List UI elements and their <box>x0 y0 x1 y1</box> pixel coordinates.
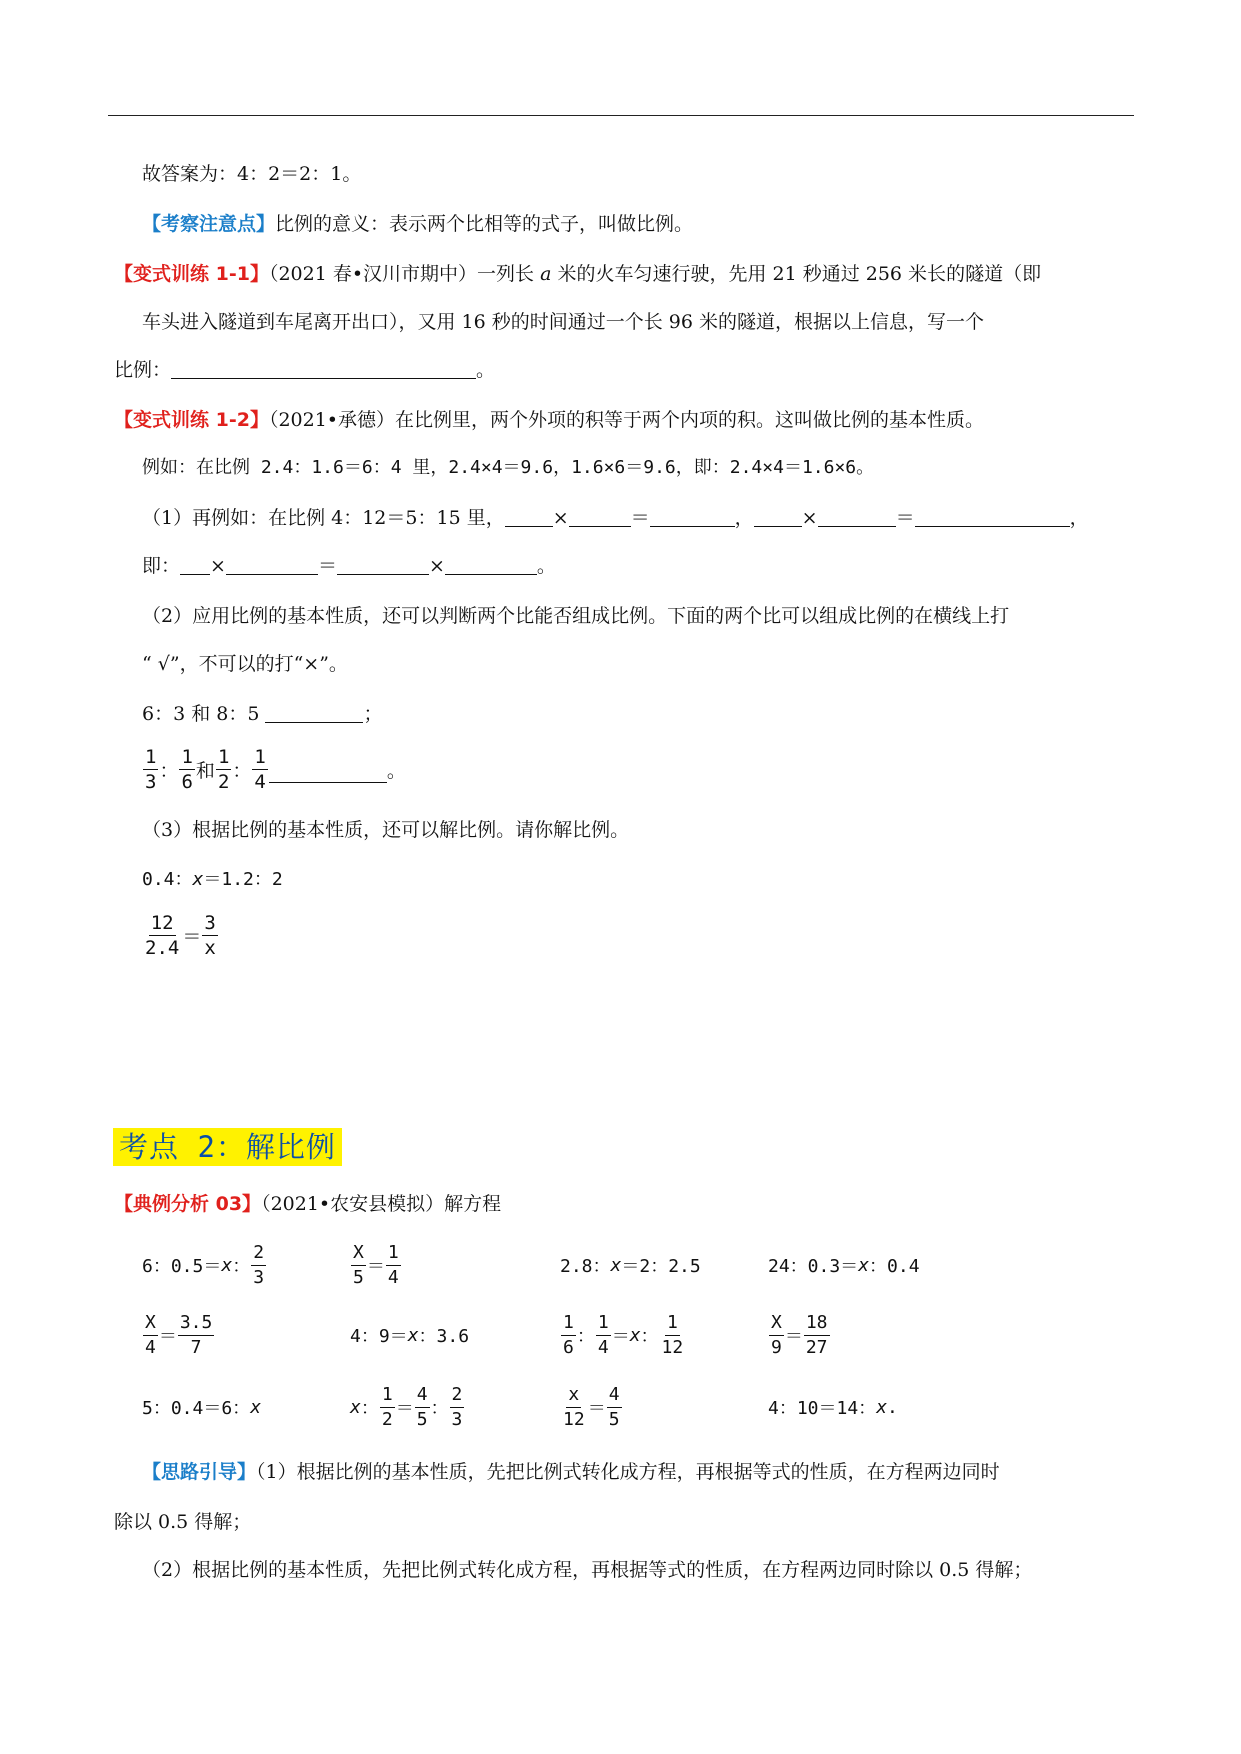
ex12-line2 <box>142 456 874 480</box>
answer-text: 故答案为：4：2＝2：1。 <box>142 163 362 185</box>
equals-sign: ＝ <box>395 1398 414 1419</box>
fraction <box>561 1383 587 1432</box>
ji-blank-1[interactable] <box>180 554 210 575</box>
numerator: 2 <box>251 1241 266 1266</box>
colon: ： <box>360 1398 379 1419</box>
denominator: 5 <box>353 1266 364 1288</box>
equals-sign: ＝ <box>182 925 202 948</box>
ex12-q2-item2 <box>142 740 406 798</box>
var-x: x <box>350 1396 361 1418</box>
eq-text: . <box>887 1396 898 1418</box>
denominator: 27 <box>805 1336 828 1358</box>
fraction <box>251 1241 266 1290</box>
denominator: 2 <box>217 770 230 793</box>
q2-item1-text: 6：3 和 8：5 <box>142 703 266 725</box>
ex12-q2-text: （2）应用比例的基本性质，还可以判断两个比能否组成比例。下面的两个比可以组成比例的在横线上打 <box>142 605 1010 627</box>
denominator: 6 <box>181 770 193 793</box>
numerator: 2 <box>450 1383 465 1408</box>
denominator: 3 <box>253 1266 265 1288</box>
period: 。 <box>386 759 406 782</box>
ex03-intro: （2021•农安县模拟）解方程 <box>261 1193 502 1215</box>
equals-sign: ＝ <box>158 1326 177 1347</box>
note-line <box>142 212 693 236</box>
denominator: 6 <box>563 1336 574 1358</box>
eq-r2c3 <box>560 1306 686 1364</box>
fraction <box>143 911 181 960</box>
fraction <box>386 1241 401 1290</box>
numerator: 3.5 <box>178 1311 215 1336</box>
semicolon: ； <box>363 703 383 725</box>
note-text: 比例的意义：表示两个比相等的式子，叫做比例。 <box>275 213 694 235</box>
guide-tag: 【思路引导】 <box>142 1461 257 1483</box>
ex11-line3 <box>114 358 495 382</box>
ex11-text-b: 米的火车匀速行驶，先用 21 秒通过 256 米长的隧道（即 <box>551 263 1042 285</box>
equals-sign: ＝ <box>587 1398 606 1419</box>
ex11-text-a: （2021 春•汉川市期中）一列长 <box>268 263 541 285</box>
answer-line <box>142 162 361 186</box>
eq-r3c4 <box>768 1378 898 1436</box>
numerator: 3 <box>204 911 216 934</box>
fraction <box>252 745 267 794</box>
ex12-q1-ji-line <box>142 554 556 578</box>
numerator: 1 <box>561 1311 576 1336</box>
eq-text: 6：0.5＝ <box>142 1256 222 1277</box>
ex03-line1 <box>114 1192 501 1216</box>
times-sign: × <box>552 507 569 529</box>
var-x: x <box>610 1254 622 1276</box>
eq-r1c4 <box>768 1236 920 1294</box>
q2-item1-blank[interactable] <box>265 702 363 723</box>
ex12-text-1: （2021•承德）在比例里，两个外项的积等于两个内项的积。这叫做比例的基本性质。 <box>268 409 985 431</box>
fraction <box>660 1311 686 1360</box>
header-rule <box>108 115 1134 116</box>
ex11-answer-blank[interactable] <box>171 358 476 379</box>
eq-r1c3 <box>560 1236 701 1294</box>
numerator: 4 <box>415 1383 430 1408</box>
q1-blank-5[interactable] <box>818 506 896 527</box>
ex12-q2-text-2: “ √”，不可以的打“×”。 <box>142 653 348 675</box>
q1-blank-4[interactable] <box>754 506 802 527</box>
numerator: X <box>769 1311 784 1336</box>
denominator: 4 <box>145 1336 156 1358</box>
denominator: 7 <box>190 1336 202 1358</box>
fraction <box>351 1241 366 1290</box>
eq1-part-a: 0.4： <box>142 869 193 890</box>
numerator: 1 <box>181 745 193 768</box>
colon: ： <box>640 1326 659 1347</box>
fraction <box>415 1383 430 1432</box>
ji-blank-4[interactable] <box>445 554 537 575</box>
eq-r2c1 <box>142 1306 215 1364</box>
numerator: X <box>143 1311 158 1336</box>
fraction <box>596 1311 611 1360</box>
guide-line3 <box>142 1558 1032 1582</box>
fraction <box>179 745 194 794</box>
ex12-q2-item1 <box>142 702 383 726</box>
guide-p1-text: （1）根据比例的基本性质，先把比例式转化成方程，再根据等式的性质，在方程两边同时 <box>256 1461 1000 1483</box>
eq-r3c1 <box>142 1378 261 1436</box>
equals-sign: ＝ <box>630 507 650 529</box>
fraction <box>450 1383 465 1432</box>
ex12-q2-line2 <box>142 652 348 676</box>
colon: ： <box>232 1256 251 1277</box>
eq-r2c4 <box>768 1306 831 1364</box>
denominator: 9 <box>771 1336 782 1358</box>
numerator: 4 <box>607 1383 622 1408</box>
var-x: x <box>407 1324 419 1346</box>
numerator: x <box>566 1383 581 1408</box>
ex03-tag: 【典例分析 03】 <box>114 1193 262 1215</box>
var-x: x <box>250 1396 262 1418</box>
fraction <box>178 1311 215 1360</box>
numerator: 1 <box>380 1383 395 1408</box>
ex11-line2 <box>142 310 984 334</box>
ex12-tag: 【变式训练 1-2】 <box>114 409 269 431</box>
ex11-bili-label: 比例： <box>114 359 172 381</box>
colon: ： <box>576 1326 595 1347</box>
q1-blank-3[interactable] <box>650 506 735 527</box>
eq-r3c3 <box>560 1378 623 1436</box>
eq-text: ＝2：2.5 <box>621 1256 701 1277</box>
ex12-q1-text: （1）再例如：在比例 4：12＝5：15 里， <box>142 507 505 529</box>
ji-blank-3[interactable] <box>337 554 429 575</box>
fraction <box>804 1311 830 1360</box>
numerator: 12 <box>150 911 174 934</box>
denominator: 2 <box>381 1408 393 1430</box>
and-text: 和 <box>195 759 215 782</box>
numerator: X <box>351 1241 366 1266</box>
ex11-var: a <box>540 263 552 285</box>
times-sign: × <box>801 507 818 529</box>
denominator: 5 <box>608 1408 620 1430</box>
eq-text: 5：0.4＝6： <box>142 1398 251 1419</box>
denominator: 12 <box>661 1336 684 1358</box>
guide-line2 <box>114 1510 251 1534</box>
eq1-part-b: ＝1.2：2 <box>203 869 283 890</box>
section-title-text: 考点 2：解比例 <box>119 1130 336 1164</box>
numerator: 1 <box>145 745 157 768</box>
var-x: x <box>876 1396 888 1418</box>
equals-sign: ＝ <box>366 1256 385 1277</box>
ex12-line1 <box>114 408 984 432</box>
fraction <box>561 1311 576 1360</box>
guide-line1 <box>142 1460 1000 1484</box>
denominator: x <box>204 936 216 959</box>
numerator: 1 <box>386 1241 401 1266</box>
note-tag: 【考察注意点】 <box>142 213 276 235</box>
ex11-tag: 【变式训练 1-1】 <box>114 263 269 285</box>
denominator: 2.4 <box>145 936 180 959</box>
ex12-example: 例如：在比例 2.4：1.6＝6：4 里，2.4×4＝9.6，1.6×6＝9.6，即：2.4×4＝1.6×6。 <box>142 457 875 478</box>
eq-text: 24：0.3＝ <box>768 1256 859 1277</box>
fraction <box>769 1311 784 1360</box>
eq-text: 4：9＝ <box>350 1326 408 1347</box>
var-x: x <box>192 869 204 890</box>
ji-label: 即： <box>142 555 181 577</box>
denominator: 4 <box>387 1266 399 1288</box>
equals-sign: ＝ <box>784 1326 803 1347</box>
var-x: x <box>221 1254 233 1276</box>
ex12-q2-line1 <box>142 604 1009 628</box>
ex12-q1-line <box>142 506 1089 530</box>
equals-sign: ＝ <box>611 1326 630 1347</box>
equals-sign: ＝ <box>317 555 337 577</box>
denominator: 4 <box>254 770 266 793</box>
ex12-q3-text: （3）根据比例的基本性质，还可以解比例。请你解比例。 <box>142 819 630 841</box>
var-x: x <box>858 1254 870 1276</box>
eq-r1c1 <box>142 1236 267 1294</box>
colon: ： <box>232 759 252 782</box>
fraction <box>216 745 231 794</box>
ex11-text-2: 车头进入隧道到车尾离开出口），又用 16 秒的时间通过一个长 96 米的隧道，根据以上信息，写一个 <box>142 311 985 333</box>
ex11-period: 。 <box>476 359 496 381</box>
var-x: x <box>629 1324 641 1346</box>
ji-blank-2[interactable] <box>226 554 318 575</box>
q2-item2-blank[interactable] <box>269 762 387 783</box>
fraction <box>607 1383 622 1432</box>
fraction <box>202 911 217 960</box>
equals-sign: ＝ <box>895 507 915 529</box>
eq-r1c2 <box>350 1236 402 1294</box>
q1-blank-1[interactable] <box>505 506 553 527</box>
eq-text: 4：10＝14： <box>768 1398 877 1419</box>
denominator: 3 <box>145 770 157 793</box>
comma: ， <box>734 507 754 529</box>
eq-r3c2 <box>350 1378 465 1436</box>
ex12-q3-line <box>142 818 629 842</box>
guide-p2-text: （2）根据比例的基本性质，先把比例式转化成方程，再根据等式的性质，在方程两边同时除以 0.5 得解； <box>142 1559 1033 1581</box>
colon: ： <box>430 1398 449 1419</box>
ex12-q3-eq1 <box>142 868 283 892</box>
denominator: 5 <box>416 1408 428 1430</box>
numerator: 1 <box>596 1311 611 1336</box>
numerator: 1 <box>665 1311 680 1336</box>
eq-text: ：3.6 <box>418 1326 470 1347</box>
times-sign: × <box>428 555 445 577</box>
times-sign: × <box>210 555 226 577</box>
comma: ， <box>1069 507 1089 529</box>
numerator: 18 <box>804 1311 830 1336</box>
fraction <box>143 745 158 794</box>
colon: ： <box>159 759 179 782</box>
ex12-q3-eq2 <box>142 906 219 964</box>
numerator: 1 <box>217 745 230 768</box>
denominator: 4 <box>597 1336 609 1358</box>
numerator: 1 <box>254 745 266 768</box>
q1-blank-2[interactable] <box>569 506 631 527</box>
q1-blank-6[interactable] <box>915 506 1070 527</box>
period: 。 <box>536 555 556 577</box>
section-title <box>113 1128 342 1166</box>
denominator: 3 <box>451 1408 463 1430</box>
eq-text: 2.8： <box>560 1256 611 1277</box>
guide-p1-text-2: 除以 0.5 得解； <box>114 1511 252 1533</box>
eq-r2c2 <box>350 1306 469 1364</box>
fraction <box>380 1383 395 1432</box>
fraction <box>143 1311 158 1360</box>
ex11-line1 <box>114 262 1041 286</box>
denominator: 12 <box>563 1408 585 1430</box>
eq-text: ：0.4 <box>869 1256 920 1277</box>
